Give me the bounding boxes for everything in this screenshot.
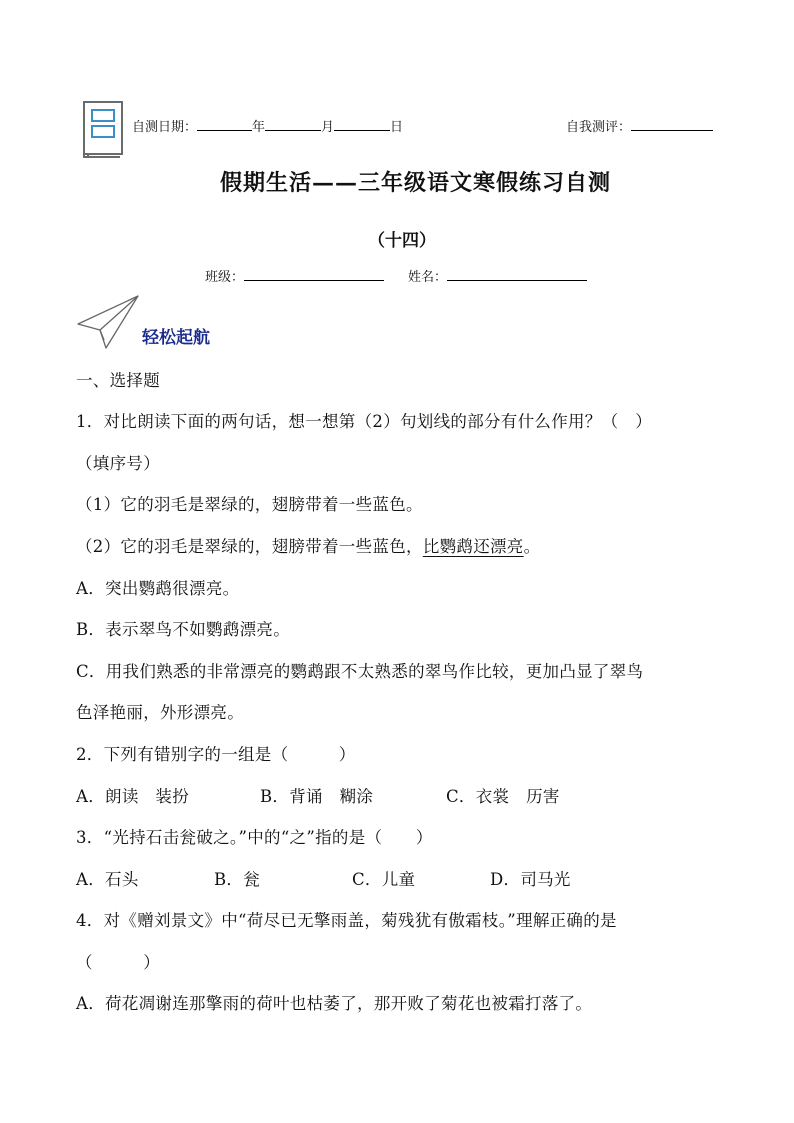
q1-sentence-2-suffix: 。 bbox=[523, 537, 541, 556]
q4-option-a[interactable]: A．荷花凋谢连那擎雨的荷叶也枯萎了，那开败了菊花也被霜打落了。 bbox=[76, 994, 593, 1013]
q2-option-b[interactable]: B．背诵 糊涂 bbox=[260, 787, 374, 806]
q2-stem: 2．下列有错别字的一组是（ ） bbox=[76, 745, 356, 764]
q3-option-a[interactable]: A．石头 bbox=[76, 870, 139, 889]
q3-option-d[interactable]: D．司马光 bbox=[490, 870, 571, 889]
q4-stem: 4．对《赠刘景文》中“荷尽已无擎雨盖，菊残犹有傲霜枝。”理解正确的是 bbox=[76, 911, 617, 930]
q1-sentence-1: （1）它的羽毛是翠绿的，翅膀带着一些蓝色。 bbox=[76, 495, 423, 514]
q1-option-a[interactable]: A．突出鹦鹉很漂亮。 bbox=[76, 579, 240, 598]
q1-sentence-2 bbox=[76, 533, 540, 557]
q3-option-b[interactable]: B．瓮 bbox=[214, 870, 261, 889]
self-eval-label: 自我测评： bbox=[566, 120, 632, 135]
section-title: 轻松起航 bbox=[142, 328, 210, 348]
q1-option-c-line1[interactable]: C．用我们熟悉的非常漂亮的鹦鹉跟不太熟悉的翠鸟作比较，更加凸显了翠鸟 bbox=[76, 662, 644, 681]
class-label: 班级： bbox=[205, 270, 245, 285]
paper-plane-icon bbox=[76, 294, 140, 350]
date-label: 自测日期： bbox=[132, 120, 198, 135]
name-label: 姓名： bbox=[408, 270, 448, 285]
q3-stem: 3．“光持石击瓮破之。”中的“之”指的是（ ） bbox=[76, 828, 433, 847]
q1-sentence-2-prefix: （2）它的羽毛是翠绿的，翅膀带着一些蓝色， bbox=[76, 537, 423, 556]
q1-stem: 1．对比朗读下面的两句话，想一想第（2）句划线的部分有什么作用？（ ） bbox=[76, 412, 652, 431]
self-eval-blank[interactable] bbox=[631, 117, 713, 131]
q3-option-c[interactable]: C．儿童 bbox=[352, 870, 416, 889]
page-title: 假期生活——三年级语文寒假练习自测 bbox=[220, 170, 612, 196]
page-subtitle: （十四） bbox=[368, 231, 436, 251]
q1-sentence-2-underlined: 比鹦鹉还漂亮 bbox=[422, 537, 524, 556]
q1-option-b[interactable]: B．表示翠鸟不如鹦鹉漂亮。 bbox=[76, 620, 291, 639]
part-title: 一、选择题 bbox=[76, 371, 160, 390]
name-blank[interactable] bbox=[447, 267, 587, 281]
year-blank[interactable] bbox=[197, 117, 252, 131]
day-blank[interactable] bbox=[334, 117, 390, 131]
q2-option-c[interactable]: C．衣裳 历害 bbox=[446, 787, 560, 806]
q4-answer-paren: （ ） bbox=[76, 953, 160, 972]
month-blank[interactable] bbox=[265, 117, 321, 131]
day-label: 日 bbox=[390, 120, 404, 135]
class-row bbox=[205, 266, 384, 285]
month-label: 月 bbox=[321, 120, 335, 135]
q2-option-a[interactable]: A．朗读 装扮 bbox=[76, 787, 190, 806]
q1-note: （填序号） bbox=[76, 454, 160, 473]
q1-option-c-line2[interactable]: 色泽艳丽，外形漂亮。 bbox=[76, 703, 244, 722]
year-label: 年 bbox=[252, 120, 266, 135]
self-eval-row bbox=[566, 116, 713, 135]
book-icon bbox=[80, 101, 128, 159]
date-row bbox=[132, 116, 403, 135]
name-row bbox=[408, 266, 587, 285]
class-blank[interactable] bbox=[244, 267, 384, 281]
